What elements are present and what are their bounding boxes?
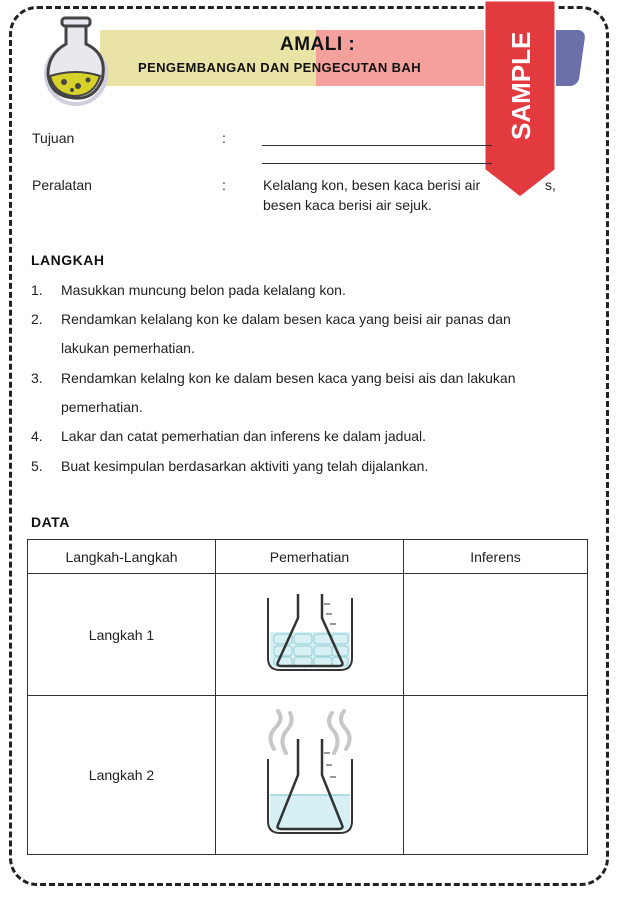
step-cell: Langkah 1 [28, 574, 216, 696]
tujuan-colon: : [222, 130, 226, 146]
sample-watermark [484, 0, 556, 200]
inference-cell[interactable] [404, 696, 588, 855]
peralatan-text-line1-end: s, [545, 177, 556, 193]
step-text: Buat kesimpulan berdasarkan aktiviti yang telah dijalankan. [61, 458, 429, 474]
step-number: 4. [31, 428, 43, 444]
flask-icon [36, 14, 120, 106]
observation-cell[interactable] [216, 696, 404, 855]
data-table [27, 539, 588, 855]
peralatan-label: Peralatan [32, 177, 92, 193]
table-row [28, 696, 588, 855]
sample-watermark-text: SAMPLE [506, 31, 536, 140]
langkah-heading: LANGKAH [31, 252, 105, 268]
column-header: Langkah-Langkah [28, 540, 216, 574]
inference-cell[interactable] [404, 574, 588, 696]
step-text: Masukkan muncung belon pada kelalang kon. [61, 282, 346, 298]
step-number: 2. [31, 311, 43, 327]
step-cell: Langkah 2 [28, 696, 216, 855]
step-text: pemerhatian. [61, 399, 143, 415]
column-header: Inferens [404, 540, 588, 574]
step-number: 1. [31, 282, 43, 298]
observation-cell[interactable] [216, 574, 404, 696]
data-heading: DATA [31, 514, 70, 530]
table-header-row [28, 540, 588, 574]
step-text: Lakar dan catat pemerhatian dan inferens ke dalam jadual. [61, 428, 427, 444]
tujuan-answer-line-2[interactable] [262, 163, 492, 164]
table-row [28, 574, 588, 696]
step-text: Rendamkan kelalng kon ke dalam besen kaca yang beisi ais dan lakukan [61, 370, 516, 386]
column-header: Pemerhatian [216, 540, 404, 574]
flask-in-hot-water-icon [260, 709, 360, 839]
step-number: 5. [31, 458, 43, 474]
tujuan-label: Tujuan [32, 130, 75, 146]
step-text: Rendamkan kelalang kon ke dalam besen kaca yang beisi air panas dan [61, 311, 511, 327]
tujuan-answer-line-1[interactable] [262, 145, 492, 146]
peralatan-colon: : [222, 177, 226, 193]
page-subtitle: PENGEMBANGAN DAN PENGECUTAN BAH [138, 60, 422, 75]
page-title: AMALI : [280, 34, 356, 55]
step-text: lakukan pemerhatian. [61, 340, 195, 356]
step-number: 3. [31, 370, 43, 386]
peralatan-text-line1: Kelalang kon, besen kaca berisi air [263, 177, 481, 193]
flask-in-ice-icon [260, 588, 360, 678]
peralatan-text-line2: besen kaca berisi air sejuk. [263, 197, 432, 213]
